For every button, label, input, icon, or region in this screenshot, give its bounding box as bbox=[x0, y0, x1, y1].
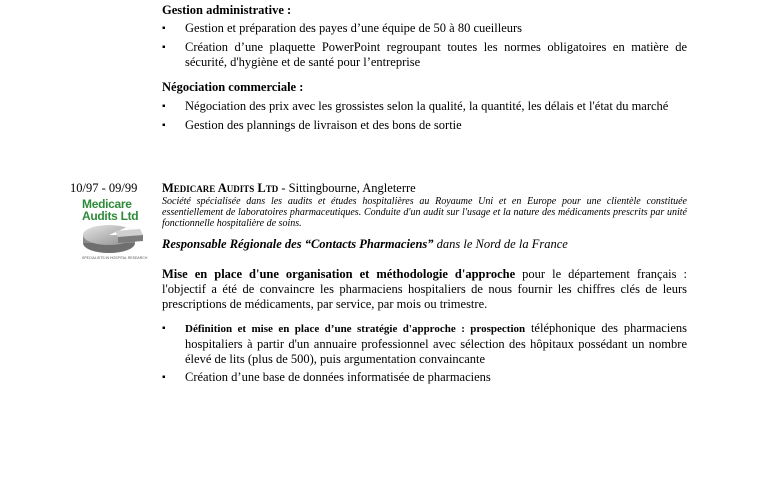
method-paragraph: Mise en place d'une organisation et méthodologie d'approche pour le département français : l'objectif a été de convaincre les pharmaciens hospitaliers de nous fournir les chiffres clés de leurs prescriptions de médicaments, par service, par mois ou trimestre. bbox=[162, 267, 687, 311]
job-role: Responsable Régionale des “Contacts Pharmaciens” dans le Nord de la France bbox=[162, 237, 568, 251]
list-item: ▪ Négociation des prix avec les grossistes selon la qualité, la quantité, les délais et l'état du marché bbox=[162, 99, 669, 113]
job-list bbox=[162, 321, 687, 385]
nego-list bbox=[162, 99, 687, 133]
logo-tagline: SPECIALISTS IN HOSPITAL RESEARCH bbox=[82, 256, 148, 260]
list-item: ▪ Création d’une plaquette PowerPoint regroupant toutes les normes obligatoires en matière de sécurité, d'hygiène et de santé pour l’entreprise bbox=[162, 40, 687, 69]
bullet-icon: ▪ bbox=[162, 23, 166, 34]
logo-disc-icon bbox=[82, 222, 146, 256]
job-section bbox=[162, 181, 687, 385]
company-line bbox=[162, 181, 687, 196]
list-item: ▪ Définition et mise en place d’une stratégie d'approche : prospection téléphonique des pharmaciens hospitaliers à partir d'un annuaire professionnel avec sélection des hôpitaux possédant un nombre élevé de lits (plus de 500), puis argumentation convaincante bbox=[162, 321, 687, 366]
bullet-icon: ▪ bbox=[162, 323, 166, 334]
list-item: ▪ Gestion des plannings de livraison et des bons de sortie bbox=[162, 118, 462, 132]
bullet-icon: ▪ bbox=[162, 101, 166, 112]
logo-text-line1: Medicare bbox=[82, 197, 132, 211]
nego-heading: Négociation commerciale : bbox=[162, 80, 304, 94]
company-location: - Sittingbourne, Angleterre bbox=[278, 181, 416, 195]
list-item: ▪ Gestion et préparation des payes d’une équipe de 50 à 80 cueilleurs bbox=[162, 21, 523, 35]
bullet-icon: ▪ bbox=[162, 372, 166, 383]
admin-heading: Gestion administrative : bbox=[162, 3, 292, 17]
bullet-icon: ▪ bbox=[162, 120, 166, 131]
list-item: ▪ Création d’une base de données informatisée de pharmaciens bbox=[162, 370, 491, 384]
nego-section bbox=[162, 80, 687, 133]
logo-text-line2: Audits Ltd bbox=[82, 209, 139, 223]
bullet-icon: ▪ bbox=[162, 42, 166, 53]
company-logo bbox=[82, 198, 150, 266]
admin-section bbox=[162, 3, 687, 70]
company-name: Medicare Audits Ltd bbox=[162, 181, 279, 195]
job-dates: 10/97 - 09/99 bbox=[70, 181, 138, 195]
company-description: Société spécialisée dans les audits et études hospitalières au Royaume Uni et en Europe pour une clientèle constituée essentiellement de laboratoires pharmaceutiques. Conduite d'un audit sur l'usage et la nature des médicaments prescrits par unité fonctionnelle hospitalière de soins. bbox=[162, 196, 687, 229]
admin-list bbox=[162, 21, 687, 70]
